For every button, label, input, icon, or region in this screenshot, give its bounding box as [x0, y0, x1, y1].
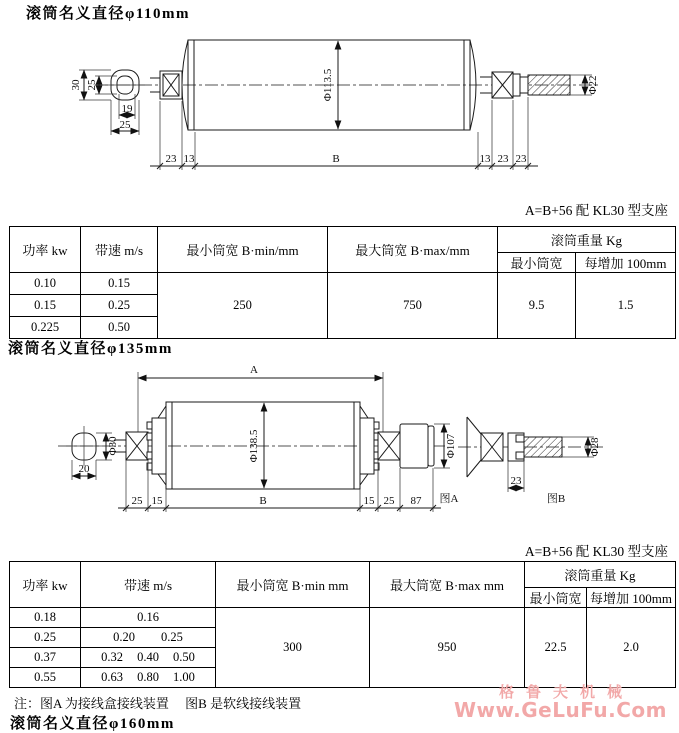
dim-23-detail [508, 461, 524, 492]
svg-text:23: 23 [165, 153, 177, 165]
speed-values: 0.20 0.25 [81, 628, 216, 648]
col-header-weight: 滚筒重量 Kg [525, 562, 676, 588]
col-header-weight: 滚筒重量 Kg [498, 227, 676, 253]
col-header-weight-inc: 每增加 100mm [576, 253, 676, 273]
right-rib-cap [360, 406, 379, 485]
col-header-weight-min: 最小筒宽 [498, 253, 576, 273]
svg-text:30: 30 [70, 79, 82, 91]
svg-text:19: 19 [121, 103, 133, 115]
support-note-2: A=B+56 配 KL30 型支座 [524, 544, 668, 559]
svg-text:23: 23 [510, 475, 522, 487]
figure-a-label: 图A [439, 493, 459, 505]
speed-value: 0.25 [81, 295, 158, 317]
weight-min-value: 22.5 [525, 608, 587, 688]
svg-text:25: 25 [383, 495, 395, 507]
section-heading-phi160: 滚筒名义直径φ160mm [10, 716, 175, 732]
svg-text:23: 23 [497, 153, 509, 165]
power-value: 0.55 [10, 668, 81, 688]
shaft-end-view [105, 70, 145, 100]
svg-text:Φ107: Φ107 [445, 433, 457, 459]
section-heading-phi110: 滚筒名义直径φ110mm [26, 6, 191, 22]
dim-phi113 [322, 41, 338, 129]
col-header-power: 功率 kw [10, 562, 81, 608]
col-header-min-width: 最小筒宽 B·min mm [216, 562, 370, 608]
section-heading-phi135: 滚筒名义直径φ135mm [8, 341, 173, 357]
svg-text:25: 25 [131, 495, 143, 507]
dim-20 [72, 460, 96, 480]
speed-values: 0.32 0.40 0.50 [81, 648, 216, 668]
power-value: 0.10 [10, 273, 81, 295]
right-bearing-shaft [480, 72, 570, 98]
bottom-dim-chain [150, 97, 538, 170]
svg-text:25: 25 [86, 79, 98, 91]
junction-box [400, 424, 434, 468]
watermark [454, 685, 667, 720]
speed-values: 0.63 0.80 1.00 [81, 668, 216, 688]
drawing-phi110-drum [0, 25, 679, 197]
svg-text:13: 13 [479, 153, 491, 165]
left-bearing [150, 71, 182, 99]
col-header-speed: 带速 m/s [81, 227, 158, 273]
weight-min-value: 9.5 [498, 273, 576, 339]
spec-table-phi135 [9, 561, 676, 688]
support-note-1: A=B+56 配 KL30 型支座 [524, 203, 668, 218]
speed-value: 0.50 [81, 317, 158, 339]
svg-text:Φ28: Φ28 [589, 437, 601, 457]
table-row [10, 608, 676, 628]
col-header-max-width: 最大筒宽 B·max mm [370, 562, 525, 608]
dim-A [138, 364, 383, 432]
power-value: 0.18 [10, 608, 81, 628]
svg-text:87: 87 [410, 495, 422, 507]
svg-text:Φ22: Φ22 [587, 75, 599, 95]
dim-19 [119, 94, 135, 119]
svg-text:15: 15 [151, 495, 163, 507]
svg-text:B: B [259, 495, 267, 507]
spec-table-phi110 [9, 226, 676, 339]
detail-b-view [467, 417, 562, 477]
col-header-power: 功率 kw [10, 227, 81, 273]
watermark-url: Www.GeLuFu.Com [453, 698, 667, 722]
dim-phi28 [562, 437, 601, 457]
svg-text:Φ30: Φ30 [107, 436, 119, 456]
speed-value: 0.15 [81, 273, 158, 295]
max-width-value: 750 [328, 273, 498, 339]
drawing-phi135-drum [0, 358, 679, 543]
svg-text:15: 15 [363, 495, 375, 507]
power-value: 0.225 [10, 317, 81, 339]
svg-text:Φ113.5: Φ113.5 [322, 68, 334, 102]
watermark-brand: 格鲁夫机械 [498, 683, 634, 701]
svg-text:Φ138.5: Φ138.5 [248, 429, 260, 463]
speed-values: 0.16 [81, 608, 216, 628]
col-header-max-width: 最大筒宽 B·max/mm [328, 227, 498, 273]
col-header-min-width: 最小筒宽 B·min/mm [158, 227, 328, 273]
svg-text:13: 13 [183, 153, 195, 165]
power-value: 0.37 [10, 648, 81, 668]
svg-text:A: A [250, 364, 258, 376]
weight-inc-value: 1.5 [576, 273, 676, 339]
dim-phi30 [96, 433, 119, 460]
drum-body [166, 402, 360, 489]
power-value: 0.25 [10, 628, 81, 648]
svg-text:B: B [332, 153, 340, 165]
min-width-value: 250 [158, 273, 328, 339]
figure-b-label: 图B [546, 493, 566, 505]
wiring-footnote: 注：图A 为接线盒接线装置 图B 是软线接线装置 [14, 696, 302, 711]
svg-text:25: 25 [119, 119, 131, 131]
col-header-speed: 带速 m/s [81, 562, 216, 608]
max-width-value: 950 [370, 608, 525, 688]
svg-text:20: 20 [78, 463, 90, 475]
dim-phi138 [248, 403, 264, 488]
power-value: 0.15 [10, 295, 81, 317]
min-width-value: 300 [216, 608, 370, 688]
svg-text:23: 23 [515, 153, 527, 165]
right-bearing [378, 432, 400, 460]
table-row [10, 273, 676, 295]
col-header-weight-min: 最小筒宽 [525, 588, 587, 608]
col-header-weight-inc: 每增加 100mm [587, 588, 676, 608]
left-rib-cap [147, 406, 166, 485]
weight-inc-value: 2.0 [587, 608, 676, 688]
